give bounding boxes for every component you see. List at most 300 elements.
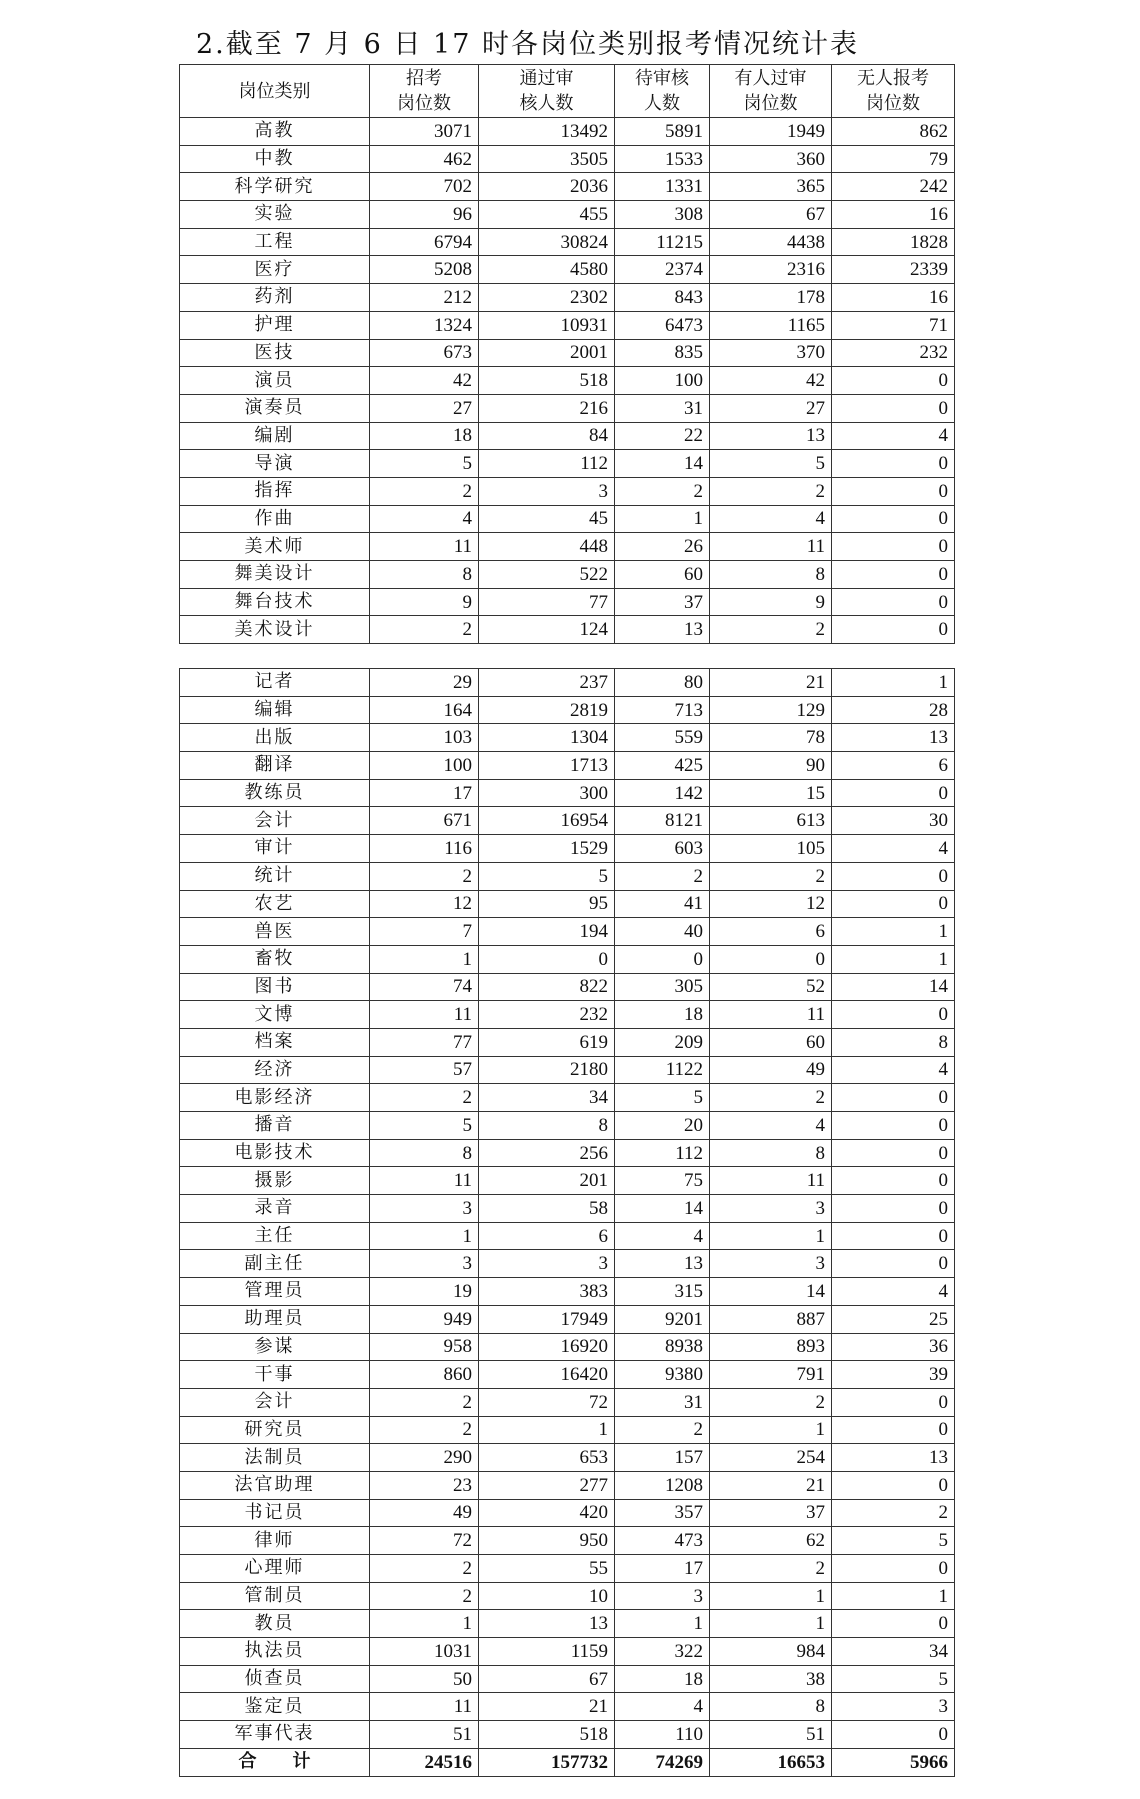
table-row: [180, 945, 955, 973]
category-cell: 编剧: [180, 422, 370, 450]
column-header-approved: [479, 65, 615, 118]
value-cell: 30: [832, 807, 955, 835]
value-cell: 14: [615, 450, 710, 478]
value-cell: 216: [479, 394, 615, 422]
value-cell: 2: [710, 616, 832, 644]
value-cell: 0: [832, 1388, 955, 1416]
value-cell: 12: [710, 890, 832, 918]
value-cell: 13: [710, 422, 832, 450]
value-cell: 1: [615, 1610, 710, 1638]
value-cell: 2302: [479, 284, 615, 312]
value-cell: 3: [710, 1195, 832, 1223]
value-cell: 1: [479, 1416, 615, 1444]
value-cell: 36: [832, 1333, 955, 1361]
table-row: [180, 1167, 955, 1195]
value-cell: 142: [615, 779, 710, 807]
table-row: [180, 145, 955, 173]
value-cell: 473: [615, 1527, 710, 1555]
value-cell: 14: [615, 1195, 710, 1223]
value-cell: 5891: [615, 118, 710, 146]
table-row: [180, 835, 955, 863]
column-header-empty-positions: [832, 65, 955, 118]
value-cell: 4: [710, 1112, 832, 1140]
value-cell: 22: [615, 422, 710, 450]
table-row: [180, 669, 955, 697]
value-cell: 1324: [370, 311, 479, 339]
value-cell: 72: [370, 1527, 479, 1555]
value-cell: 242: [832, 173, 955, 201]
value-cell: 0: [832, 1195, 955, 1223]
value-cell: 78: [710, 724, 832, 752]
value-cell: 1: [710, 1582, 832, 1610]
value-cell: 26: [615, 533, 710, 561]
value-cell: 1949: [710, 118, 832, 146]
value-cell: 209: [615, 1028, 710, 1056]
value-cell: 0: [832, 1167, 955, 1195]
table-row: [180, 173, 955, 201]
value-cell: 14: [710, 1278, 832, 1306]
value-cell: 96: [370, 201, 479, 229]
table-row: [180, 1028, 955, 1056]
value-cell: 112: [615, 1139, 710, 1167]
table-row: [180, 339, 955, 367]
value-cell: 194: [479, 918, 615, 946]
value-cell: 17: [370, 779, 479, 807]
value-cell: 27: [370, 394, 479, 422]
value-cell: 7: [370, 918, 479, 946]
value-cell: 9: [710, 588, 832, 616]
value-cell: 357: [615, 1499, 710, 1527]
value-cell: 1159: [479, 1638, 615, 1666]
value-cell: 0: [832, 394, 955, 422]
value-cell: 1: [832, 918, 955, 946]
value-cell: 2180: [479, 1056, 615, 1084]
value-cell: 13: [615, 1250, 710, 1278]
table-row: [180, 367, 955, 395]
value-cell: 75: [615, 1167, 710, 1195]
value-cell: 4: [832, 835, 955, 863]
table-row: [180, 1139, 955, 1167]
value-cell: 0: [832, 367, 955, 395]
category-cell: 舞美设计: [180, 561, 370, 589]
value-cell: 77: [370, 1028, 479, 1056]
value-cell: 237: [479, 669, 615, 697]
value-cell: 2: [370, 616, 479, 644]
value-cell: 671: [370, 807, 479, 835]
value-cell: 40: [615, 918, 710, 946]
value-cell: 300: [479, 779, 615, 807]
value-cell: 0: [832, 1555, 955, 1583]
value-cell: 0: [832, 450, 955, 478]
category-cell: 干事: [180, 1361, 370, 1389]
table-row: [180, 1444, 955, 1472]
value-cell: 887: [710, 1305, 832, 1333]
value-cell: 308: [615, 201, 710, 229]
value-cell: 4: [832, 1278, 955, 1306]
value-cell: 23: [370, 1471, 479, 1499]
value-cell: 49: [370, 1499, 479, 1527]
value-cell: 2: [615, 862, 710, 890]
value-cell: 1: [370, 1610, 479, 1638]
category-cell: 教练员: [180, 779, 370, 807]
value-cell: 9: [370, 588, 479, 616]
value-cell: 157: [615, 1444, 710, 1472]
value-cell: 1529: [479, 835, 615, 863]
value-cell: 10: [479, 1582, 615, 1610]
value-cell: 619: [479, 1028, 615, 1056]
value-cell: 673: [370, 339, 479, 367]
category-cell: 书记员: [180, 1499, 370, 1527]
table-row: [180, 394, 955, 422]
value-cell: 13: [479, 1610, 615, 1638]
value-cell: 28: [832, 696, 955, 724]
value-cell: 360: [710, 145, 832, 173]
value-cell: 3505: [479, 145, 615, 173]
value-cell: 60: [710, 1028, 832, 1056]
value-cell: 365: [710, 173, 832, 201]
value-cell: 11: [370, 533, 479, 561]
category-cell: 农艺: [180, 890, 370, 918]
value-cell: 12: [370, 890, 479, 918]
table-row: [180, 1499, 955, 1527]
value-cell: 90: [710, 752, 832, 780]
value-cell: 653: [479, 1444, 615, 1472]
value-cell: 277: [479, 1471, 615, 1499]
value-cell: 518: [479, 1721, 615, 1749]
value-cell: 11: [710, 533, 832, 561]
value-cell: 2: [370, 862, 479, 890]
value-cell: 6: [710, 918, 832, 946]
value-cell: 11: [370, 1167, 479, 1195]
value-cell: 124: [479, 616, 615, 644]
value-cell: 52: [710, 973, 832, 1001]
value-cell: 2: [615, 477, 710, 505]
value-cell: 74269: [615, 1748, 710, 1776]
value-cell: 949: [370, 1305, 479, 1333]
table-row: [180, 311, 955, 339]
value-cell: 0: [832, 505, 955, 533]
value-cell: 383: [479, 1278, 615, 1306]
value-cell: 1208: [615, 1471, 710, 1499]
value-cell: 2: [710, 862, 832, 890]
value-cell: 420: [479, 1499, 615, 1527]
category-cell: 法制员: [180, 1444, 370, 1472]
value-cell: 1: [370, 1222, 479, 1250]
value-cell: 0: [832, 477, 955, 505]
value-cell: 1: [832, 945, 955, 973]
category-cell: 执法员: [180, 1638, 370, 1666]
value-cell: 67: [710, 201, 832, 229]
value-cell: 37: [710, 1499, 832, 1527]
value-cell: 79: [832, 145, 955, 173]
value-cell: 256: [479, 1139, 615, 1167]
value-cell: 3071: [370, 118, 479, 146]
category-cell: 教员: [180, 1610, 370, 1638]
value-cell: 5208: [370, 256, 479, 284]
value-cell: 84: [479, 422, 615, 450]
category-cell: 经济: [180, 1056, 370, 1084]
value-cell: 1: [710, 1416, 832, 1444]
value-cell: 305: [615, 973, 710, 1001]
value-cell: 0: [832, 533, 955, 561]
value-cell: 2: [370, 1416, 479, 1444]
total-row: [180, 1748, 955, 1776]
value-cell: 4: [832, 422, 955, 450]
category-cell: 演员: [180, 367, 370, 395]
value-cell: 8121: [615, 807, 710, 835]
value-cell: 0: [832, 1416, 955, 1444]
table-row: [180, 779, 955, 807]
value-cell: 2316: [710, 256, 832, 284]
value-cell: 559: [615, 724, 710, 752]
category-cell: 军事代表: [180, 1721, 370, 1749]
value-cell: 835: [615, 339, 710, 367]
value-cell: 4580: [479, 256, 615, 284]
table-row: [180, 1305, 955, 1333]
category-cell: 指挥: [180, 477, 370, 505]
value-cell: 2374: [615, 256, 710, 284]
table-row: [180, 561, 955, 589]
category-cell: 舞台技术: [180, 588, 370, 616]
value-cell: 4: [370, 505, 479, 533]
category-cell: 出版: [180, 724, 370, 752]
table-row: [180, 505, 955, 533]
value-cell: 462: [370, 145, 479, 173]
value-cell: 25: [832, 1305, 955, 1333]
category-cell: 心理师: [180, 1555, 370, 1583]
value-cell: 8: [710, 1693, 832, 1721]
value-cell: 5: [370, 1112, 479, 1140]
value-cell: 893: [710, 1333, 832, 1361]
value-cell: 212: [370, 284, 479, 312]
value-cell: 8: [370, 1139, 479, 1167]
table-row: [180, 284, 955, 312]
value-cell: 18: [615, 1665, 710, 1693]
table-row: [180, 1610, 955, 1638]
value-cell: 232: [832, 339, 955, 367]
value-cell: 822: [479, 973, 615, 1001]
header-label-line1: 招考: [406, 68, 442, 89]
table-row: [180, 1250, 955, 1278]
value-cell: 58: [479, 1195, 615, 1223]
value-cell: 55: [479, 1555, 615, 1583]
value-cell: 0: [832, 561, 955, 589]
category-cell: 管理员: [180, 1278, 370, 1306]
value-cell: 6: [832, 752, 955, 780]
value-cell: 4: [710, 505, 832, 533]
value-cell: 0: [832, 1222, 955, 1250]
table-row: [180, 973, 955, 1001]
category-cell: 主任: [180, 1222, 370, 1250]
value-cell: 0: [832, 588, 955, 616]
value-cell: 41: [615, 890, 710, 918]
value-cell: 103: [370, 724, 479, 752]
category-cell: 中教: [180, 145, 370, 173]
value-cell: 370: [710, 339, 832, 367]
value-cell: 60: [615, 561, 710, 589]
category-cell: 审计: [180, 835, 370, 863]
value-cell: 1: [370, 945, 479, 973]
category-cell: 实验: [180, 201, 370, 229]
value-cell: 72: [479, 1388, 615, 1416]
category-cell: 电影经济: [180, 1084, 370, 1112]
value-cell: 5: [710, 450, 832, 478]
value-cell: 6: [479, 1222, 615, 1250]
table-row: [180, 201, 955, 229]
value-cell: 0: [832, 1084, 955, 1112]
value-cell: 1031: [370, 1638, 479, 1666]
category-cell: 助理员: [180, 1305, 370, 1333]
value-cell: 110: [615, 1721, 710, 1749]
table-row: [180, 807, 955, 835]
value-cell: 2339: [832, 256, 955, 284]
value-cell: 2: [370, 1555, 479, 1583]
table-row: [180, 256, 955, 284]
category-cell: 作曲: [180, 505, 370, 533]
table-row: [180, 616, 955, 644]
category-cell: 记者: [180, 669, 370, 697]
value-cell: 2819: [479, 696, 615, 724]
value-cell: 16653: [710, 1748, 832, 1776]
value-cell: 3: [370, 1195, 479, 1223]
value-cell: 14: [832, 973, 955, 1001]
value-cell: 71: [832, 311, 955, 339]
category-cell: 导演: [180, 450, 370, 478]
value-cell: 62: [710, 1527, 832, 1555]
category-cell: 统计: [180, 862, 370, 890]
value-cell: 0: [832, 1471, 955, 1499]
value-cell: 17949: [479, 1305, 615, 1333]
table-row: [180, 533, 955, 561]
table-row: [180, 1638, 955, 1666]
category-cell: 副主任: [180, 1250, 370, 1278]
value-cell: 37: [615, 588, 710, 616]
value-cell: 105: [710, 835, 832, 863]
value-cell: 4: [832, 1056, 955, 1084]
value-cell: 34: [832, 1638, 955, 1666]
value-cell: 2: [370, 1388, 479, 1416]
value-cell: 1: [615, 505, 710, 533]
value-cell: 0: [832, 1139, 955, 1167]
value-cell: 0: [615, 945, 710, 973]
header-label-line2: 岗位数: [866, 93, 920, 114]
table-row: [180, 1471, 955, 1499]
table-row: [180, 1582, 955, 1610]
value-cell: 843: [615, 284, 710, 312]
category-cell: 摄影: [180, 1167, 370, 1195]
header-label-line1: 通过审: [519, 68, 574, 89]
value-cell: 5966: [832, 1748, 955, 1776]
value-cell: 448: [479, 533, 615, 561]
value-cell: 3: [479, 477, 615, 505]
value-cell: 164: [370, 696, 479, 724]
category-cell: 美术设计: [180, 616, 370, 644]
value-cell: 80: [615, 669, 710, 697]
header-label-line1: 待审核: [635, 68, 689, 89]
header-label-line1: 无人报考: [857, 68, 929, 89]
category-cell: 档案: [180, 1028, 370, 1056]
category-cell: 会计: [180, 1388, 370, 1416]
value-cell: 5: [832, 1665, 955, 1693]
value-cell: 522: [479, 561, 615, 589]
value-cell: 5: [479, 862, 615, 890]
value-cell: 31: [615, 394, 710, 422]
value-cell: 157732: [479, 1748, 615, 1776]
category-cell: 工程: [180, 228, 370, 256]
value-cell: 4: [615, 1222, 710, 1250]
value-cell: 16920: [479, 1333, 615, 1361]
value-cell: 0: [832, 1610, 955, 1638]
value-cell: 791: [710, 1361, 832, 1389]
value-cell: 1713: [479, 752, 615, 780]
value-cell: 17: [615, 1555, 710, 1583]
value-cell: 13: [615, 616, 710, 644]
category-cell: 参谋: [180, 1333, 370, 1361]
table-row: [180, 1001, 955, 1029]
value-cell: 1828: [832, 228, 955, 256]
value-cell: 0: [832, 862, 955, 890]
header-label-line2: 岗位数: [743, 93, 798, 114]
value-cell: 2: [710, 1084, 832, 1112]
value-cell: 860: [370, 1361, 479, 1389]
category-cell: 播音: [180, 1112, 370, 1140]
value-cell: 116: [370, 835, 479, 863]
value-cell: 8938: [615, 1333, 710, 1361]
value-cell: 2: [370, 1084, 479, 1112]
value-cell: 38: [710, 1665, 832, 1693]
value-cell: 2: [615, 1416, 710, 1444]
table-header-row: [180, 65, 955, 118]
value-cell: 9201: [615, 1305, 710, 1333]
value-cell: 74: [370, 973, 479, 1001]
value-cell: 51: [370, 1721, 479, 1749]
value-cell: 2: [370, 477, 479, 505]
table-row: [180, 1056, 955, 1084]
value-cell: 21: [710, 1471, 832, 1499]
value-cell: 862: [832, 118, 955, 146]
value-cell: 11215: [615, 228, 710, 256]
value-cell: 3: [479, 1250, 615, 1278]
value-cell: 21: [710, 669, 832, 697]
table-row: [180, 477, 955, 505]
value-cell: 8: [479, 1112, 615, 1140]
value-cell: 603: [615, 835, 710, 863]
table-row: [180, 1222, 955, 1250]
table-row: [180, 1416, 955, 1444]
stats-table-part-1: [179, 64, 955, 644]
value-cell: 49: [710, 1056, 832, 1084]
value-cell: 1304: [479, 724, 615, 752]
value-cell: 29: [370, 669, 479, 697]
value-cell: 11: [370, 1001, 479, 1029]
table-row: [180, 1278, 955, 1306]
category-cell: 会计: [180, 807, 370, 835]
table-row: [180, 918, 955, 946]
value-cell: 11: [710, 1167, 832, 1195]
value-cell: 11: [370, 1693, 479, 1721]
value-cell: 67: [479, 1665, 615, 1693]
table-row: [180, 1333, 955, 1361]
category-cell: 翻译: [180, 752, 370, 780]
column-header-filled-positions: [710, 65, 832, 118]
value-cell: 42: [710, 367, 832, 395]
table-row: [180, 752, 955, 780]
table-row: [180, 1693, 955, 1721]
category-cell: 法官助理: [180, 1471, 370, 1499]
column-header-category: [180, 65, 370, 118]
value-cell: 30824: [479, 228, 615, 256]
category-cell: 鉴定员: [180, 1693, 370, 1721]
